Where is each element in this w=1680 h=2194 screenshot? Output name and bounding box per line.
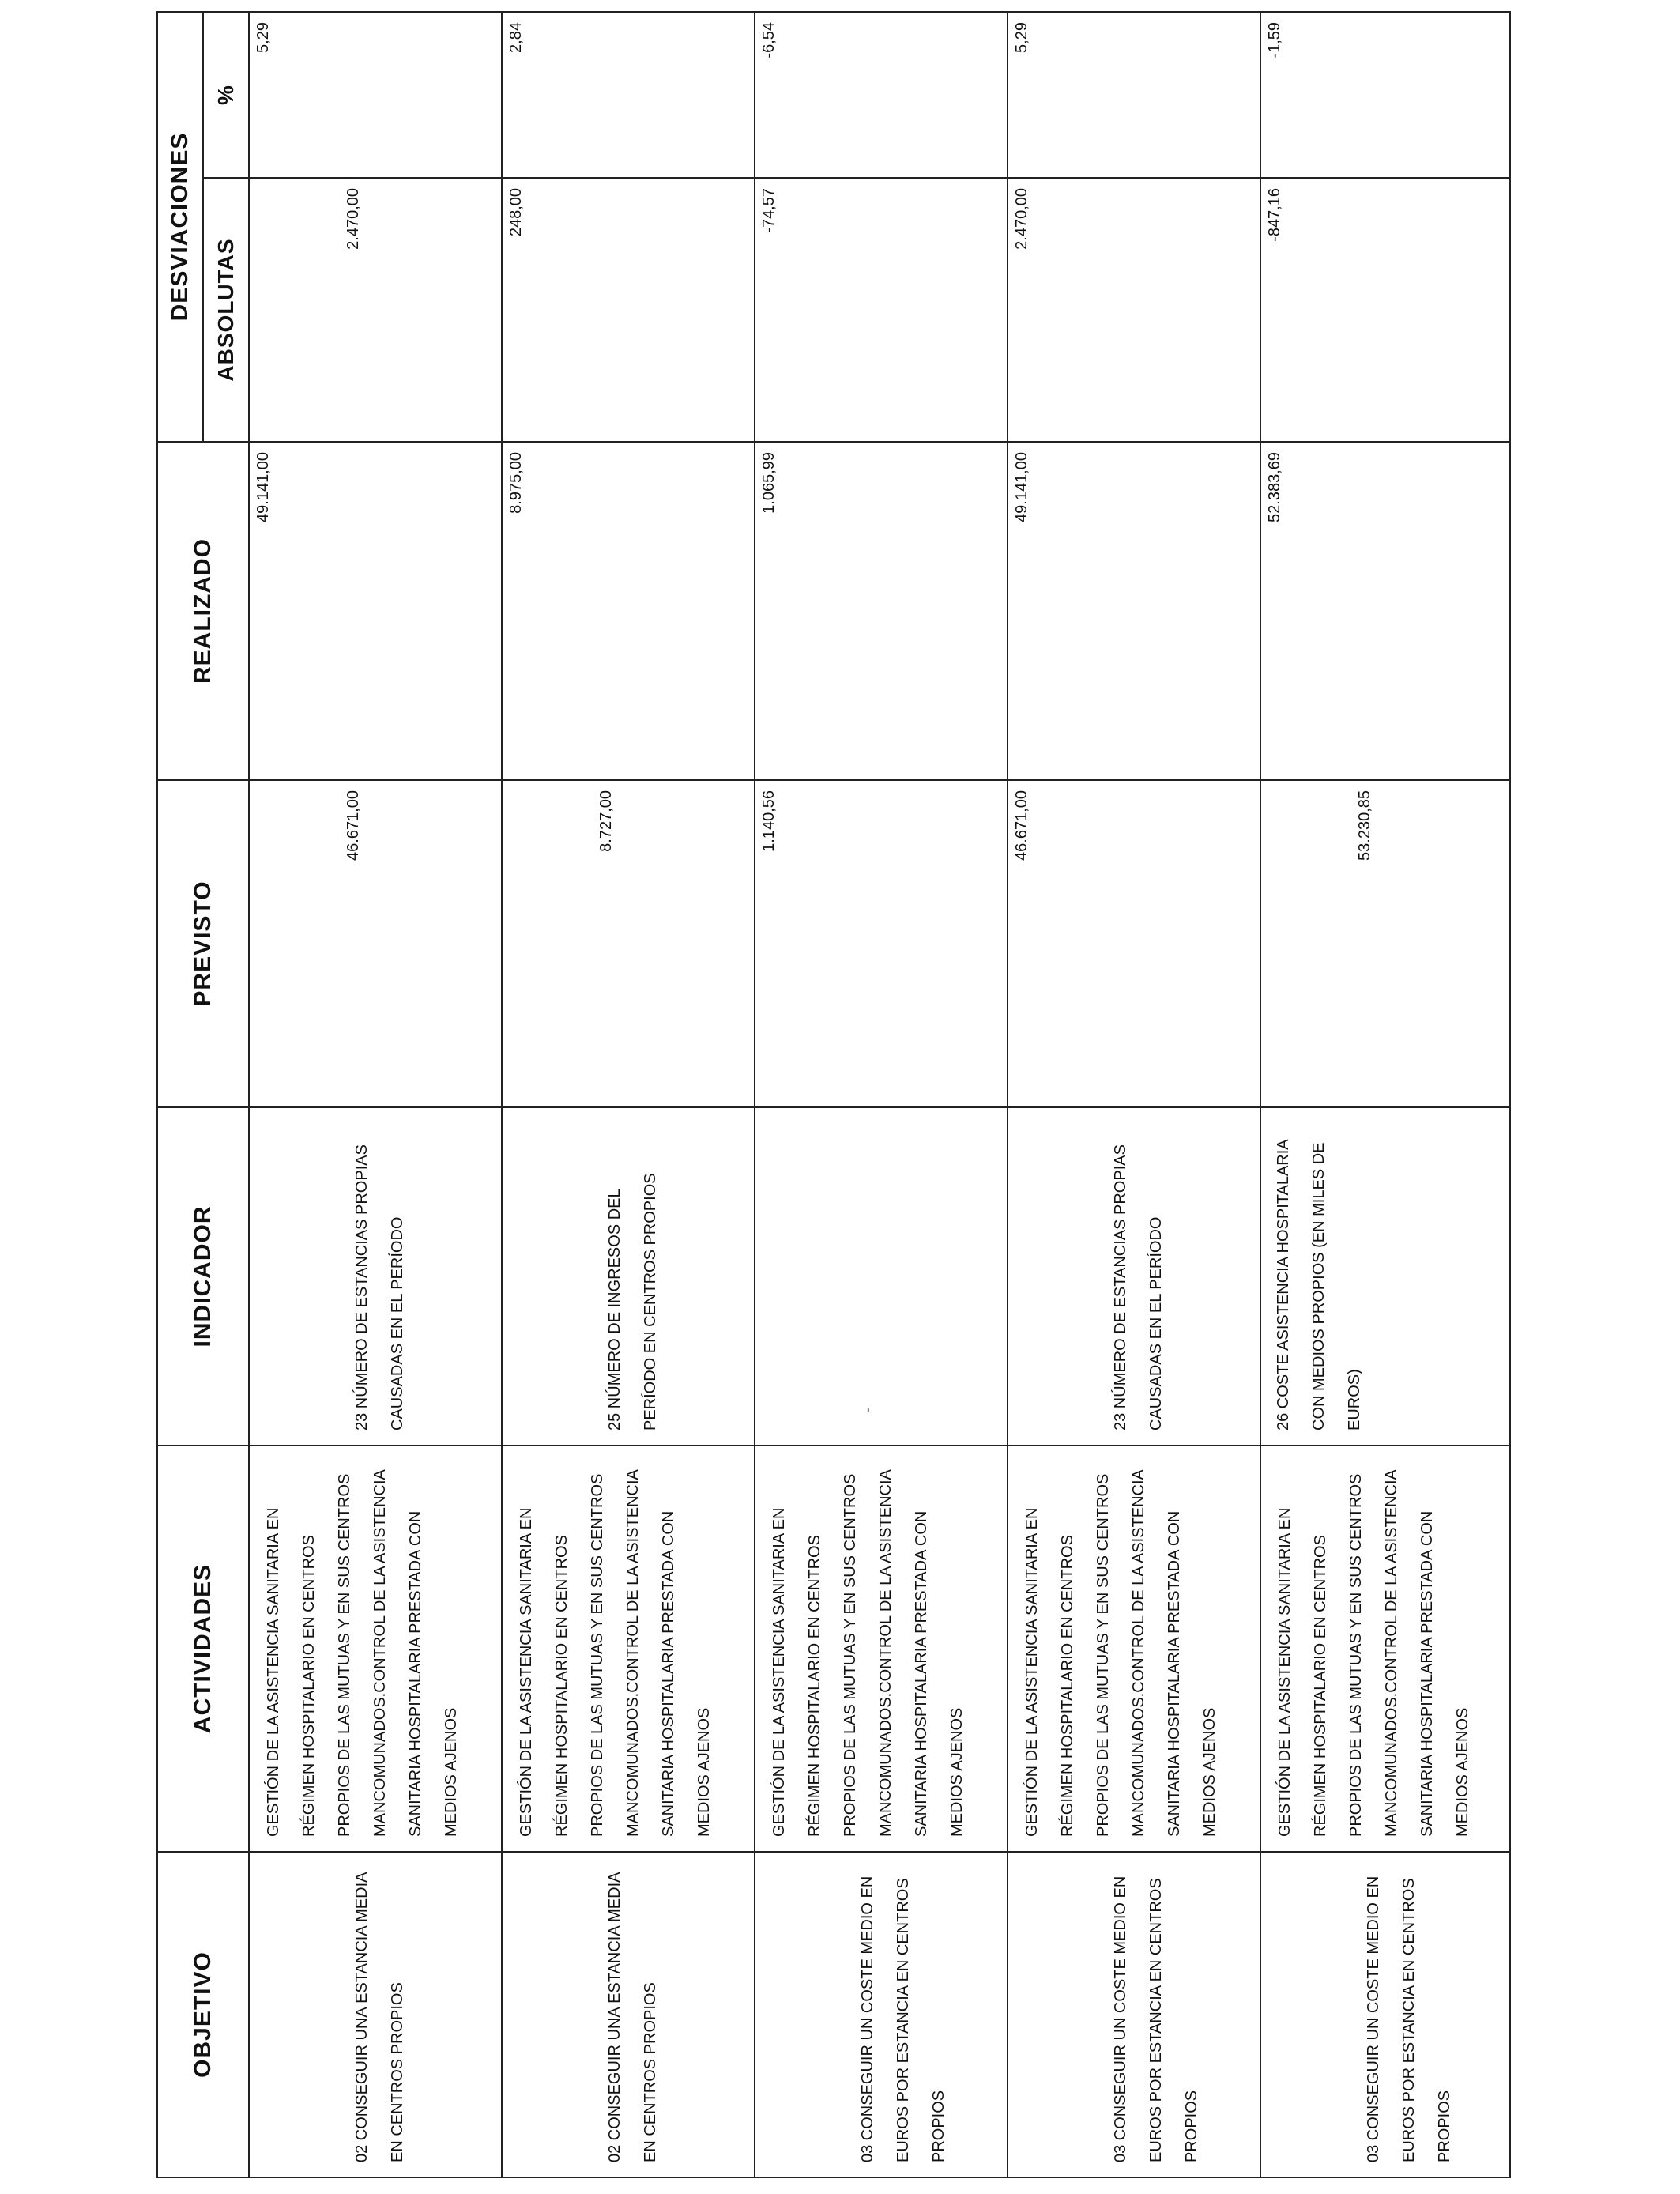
rotated-page [156, 13, 1511, 2178]
actividades-cell: GESTIÓN DE LA ASISTENCIA SANITARIA EN RÉGIMEN HOSPITALARIO EN CENTROS PROPIOS DE LAS MUTUAS Y EN SUS CENTROS MANCOMUNADOS.CONTROL DE LA ASISTENCIA SANITARIA HOSPITALARIA PRESTADA CON MEDIOS AJENOS [518, 1470, 713, 1837]
realizado-cell: 8.975,00 [507, 452, 525, 514]
actividades-cell: GESTIÓN DE LA ASISTENCIA SANITARIA EN RÉGIMEN HOSPITALARIO EN CENTROS PROPIOS DE LAS MUTUAS Y EN SUS CENTROS MANCOMUNADOS.CONTROL DE LA ASISTENCIA SANITARIA HOSPITALARIA PRESTADA CON MEDIOS AJENOS [1023, 1470, 1219, 1837]
actividades-cell: GESTIÓN DE LA ASISTENCIA SANITARIA EN RÉGIMEN HOSPITALARIO EN CENTROS PROPIOS DE LAS MUTUAS Y EN SUS CENTROS MANCOMUNADOS.CONTROL DE LA ASISTENCIA SANITARIA HOSPITALARIA PRESTADA CON MEDIOS AJENOS [1276, 1470, 1471, 1837]
header-previsto: PREVISTO [157, 780, 249, 1107]
objetivo-cell: 02 CONSEGUIR UNA ESTANCIA MEDIA EN CENTROS PROPIOS [606, 1872, 659, 2162]
header-porcentaje: % [203, 12, 249, 178]
realizado-cell: 52.383,69 [1266, 452, 1283, 522]
objetivo-cell: 03 CONSEGUIR UN COSTE MEDIO EN EUROS POR ESTANCIA EN CENTROS PROPIOS [1365, 1875, 1453, 2162]
porcentaje-cell: 2,84 [507, 22, 525, 53]
previsto-cell: 1.140,56 [760, 790, 778, 852]
previsto-cell: 46.671,00 [1013, 790, 1030, 861]
absolutas-cell: 248,00 [507, 188, 525, 237]
realizado-cell: 49.141,00 [1013, 452, 1030, 522]
header-indicador: INDICADOR [157, 1107, 249, 1446]
objetivo-cell: 03 CONSEGUIR UN COSTE MEDIO EN EUROS POR ESTANCIA EN CENTROS PROPIOS [859, 1875, 947, 2162]
porcentaje-cell: 5,29 [1013, 22, 1030, 53]
absolutas-cell: -74,57 [760, 188, 778, 233]
realizado-cell: 49.141,00 [254, 452, 272, 522]
header-absolutas: ABSOLUTAS [203, 178, 249, 442]
table-row [502, 12, 755, 2177]
porcentaje-cell: -1,59 [1266, 22, 1283, 58]
table-row [755, 12, 1008, 2177]
previsto-cell: 8.727,00 [597, 790, 615, 852]
previsto-cell: 53.230,85 [1356, 790, 1373, 861]
realizado-cell: 1.065,99 [760, 452, 778, 514]
absolutas-cell: 2.470,00 [345, 188, 362, 250]
indicador-cell: 23 NÚMERO DE ESTANCIAS PROPIAS CAUSADAS EN EL PERÍODO [353, 1144, 406, 1431]
actividades-cell: GESTIÓN DE LA ASISTENCIA SANITARIA EN RÉGIMEN HOSPITALARIO EN CENTROS PROPIOS DE LAS MUTUAS Y EN SUS CENTROS MANCOMUNADOS.CONTROL DE LA ASISTENCIA SANITARIA HOSPITALARIA PRESTADA CON MEDIOS AJENOS [265, 1470, 460, 1837]
header-actividades: ACTIVIDADES [157, 1446, 249, 1852]
actividades-cell: GESTIÓN DE LA ASISTENCIA SANITARIA EN RÉGIMEN HOSPITALARIO EN CENTROS PROPIOS DE LAS MUTUAS Y EN SUS CENTROS MANCOMUNADOS.CONTROL DE LA ASISTENCIA SANITARIA HOSPITALARIA PRESTADA CON MEDIOS AJENOS [770, 1470, 966, 1837]
indicador-cell: 23 NÚMERO DE ESTANCIAS PROPIAS CAUSADAS EN EL PERÍODO [1112, 1144, 1165, 1431]
porcentaje-cell: 5,29 [254, 22, 272, 53]
header-realizado: REALIZADO [157, 442, 249, 780]
indicador-cell: 26 COSTE ASISTENCIA HOSPITALARIA CON MEDIOS PROPIOS (EN MILES DE EUROS) [1275, 1140, 1363, 1431]
absolutas-cell: 2.470,00 [1013, 188, 1030, 250]
objectives-table [156, 11, 1511, 2178]
objetivo-cell: 02 CONSEGUIR UNA ESTANCIA MEDIA EN CENTROS PROPIOS [353, 1872, 406, 2162]
previsto-cell: 46.671,00 [345, 790, 362, 861]
objetivo-cell: 03 CONSEGUIR UN COSTE MEDIO EN EUROS POR ESTANCIA EN CENTROS PROPIOS [1112, 1875, 1200, 2162]
table-row [1008, 12, 1260, 2177]
header-objetivo: OBJETIVO [157, 1852, 249, 2177]
indicador-cell: - [859, 1408, 876, 1413]
indicador-cell: 25 NÚMERO DE INGRESOS DEL PERÍODO EN CENTROS PROPIOS [606, 1173, 659, 1431]
absolutas-cell: -847,16 [1266, 188, 1283, 242]
header-desviaciones: DESVIACIONES [157, 12, 203, 442]
porcentaje-cell: -6,54 [760, 22, 778, 58]
table-row [1260, 12, 1510, 2177]
table-row [249, 12, 502, 2177]
